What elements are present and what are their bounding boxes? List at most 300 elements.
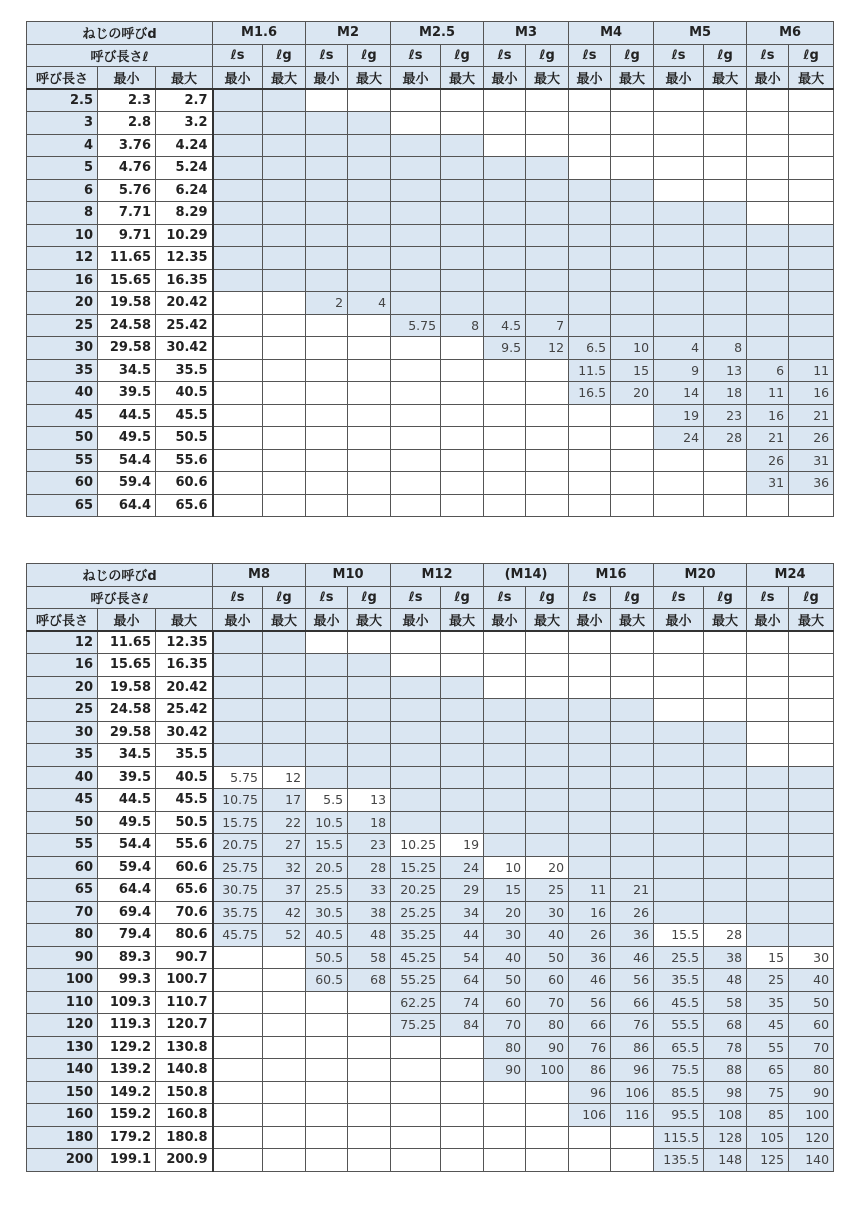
max-length-cell: 140.8 — [156, 1059, 213, 1082]
lg-value-cell — [526, 224, 569, 247]
min-header: 最小 — [484, 609, 526, 632]
lg-value-cell — [263, 676, 306, 699]
ls-value-cell — [306, 337, 348, 360]
lg-value-cell — [263, 382, 306, 405]
ls-value-cell — [213, 404, 263, 427]
ls-value-cell — [654, 766, 704, 789]
ls-value-cell — [484, 721, 526, 744]
ls-value-cell — [654, 202, 704, 225]
table-row — [27, 901, 834, 924]
ls-value-cell — [484, 179, 526, 202]
size-header: (M14) — [484, 564, 569, 587]
table-row — [27, 247, 834, 270]
ls-value-cell — [391, 766, 441, 789]
lg-value-cell — [611, 224, 654, 247]
lg-value-cell — [611, 449, 654, 472]
lg-value-cell — [263, 654, 306, 677]
ls-value-cell — [654, 292, 704, 315]
ls-value-cell: 75 — [747, 1081, 789, 1104]
lg-value-cell: 36 — [611, 924, 654, 947]
nominal-length-cell: 150 — [27, 1081, 98, 1104]
nominal-length-col-header: 呼び長さ — [27, 67, 98, 90]
ls-value-cell — [484, 404, 526, 427]
ls-value-cell — [213, 699, 263, 722]
ls-value-cell — [654, 449, 704, 472]
lg-value-cell — [789, 699, 834, 722]
max-length-cell: 16.35 — [156, 654, 213, 677]
ls-value-cell — [391, 157, 441, 180]
ls-value-cell: 35.75 — [213, 901, 263, 924]
ls-value-cell — [391, 789, 441, 812]
lg-header: ℓg — [704, 586, 747, 609]
lg-value-cell — [263, 744, 306, 767]
lg-value-cell — [348, 247, 391, 270]
ls-value-cell — [484, 292, 526, 315]
ls-value-cell — [391, 699, 441, 722]
ls-value-cell — [484, 834, 526, 857]
max-length-cell: 40.5 — [156, 382, 213, 405]
ls-value-cell — [654, 721, 704, 744]
lg-value-cell: 54 — [441, 946, 484, 969]
lg-value-cell — [526, 834, 569, 857]
lg-value-cell — [263, 179, 306, 202]
lg-value-cell: 60 — [526, 969, 569, 992]
min-header: 最小 — [747, 609, 789, 632]
ls-value-cell: 5.5 — [306, 789, 348, 812]
max-length-cell: 65.6 — [156, 494, 213, 517]
lg-value-cell — [441, 449, 484, 472]
lg-value-cell: 8 — [441, 314, 484, 337]
lg-value-cell — [704, 856, 747, 879]
ls-value-cell — [569, 449, 611, 472]
lg-value-cell — [526, 89, 569, 112]
lg-value-cell: 36 — [789, 472, 834, 495]
ls-header: ℓs — [569, 586, 611, 609]
ls-value-cell — [213, 359, 263, 382]
ls-value-cell: 125 — [747, 1149, 789, 1172]
nominal-length-cell: 200 — [27, 1149, 98, 1172]
ls-value-cell: 15 — [484, 879, 526, 902]
max-header: 最大 — [704, 609, 747, 632]
lg-value-cell — [348, 202, 391, 225]
ls-value-cell — [569, 631, 611, 654]
lg-value-cell — [441, 699, 484, 722]
lg-value-cell — [704, 112, 747, 135]
min-length-cell: 24.58 — [98, 699, 156, 722]
ls-value-cell — [654, 789, 704, 812]
ls-value-cell: 30.75 — [213, 879, 263, 902]
ls-value-cell — [391, 382, 441, 405]
lg-value-cell — [789, 179, 834, 202]
nominal-length-cell: 5 — [27, 157, 98, 180]
nominal-length-cell: 180 — [27, 1126, 98, 1149]
lg-value-cell — [704, 766, 747, 789]
lg-value-cell — [263, 224, 306, 247]
lg-value-cell — [611, 766, 654, 789]
ls-value-cell: 65 — [747, 1059, 789, 1082]
ls-value-cell — [747, 269, 789, 292]
lg-value-cell — [441, 1126, 484, 1149]
ls-value-cell — [213, 744, 263, 767]
lg-value-cell: 17 — [263, 789, 306, 812]
ls-value-cell — [391, 247, 441, 270]
ls-value-cell — [484, 359, 526, 382]
lg-value-cell: 60 — [789, 1014, 834, 1037]
lg-value-cell — [441, 224, 484, 247]
lg-value-cell — [348, 157, 391, 180]
ls-header: ℓs — [747, 586, 789, 609]
max-length-cell: 30.42 — [156, 721, 213, 744]
ls-value-cell — [213, 112, 263, 135]
max-col-header: 最大 — [156, 67, 213, 90]
min-header: 最小 — [306, 609, 348, 632]
lg-value-cell — [441, 811, 484, 834]
ls-value-cell — [654, 89, 704, 112]
ls-value-cell — [213, 494, 263, 517]
ls-value-cell — [569, 654, 611, 677]
lg-value-cell — [611, 292, 654, 315]
ls-value-cell — [569, 811, 611, 834]
ls-value-cell — [484, 224, 526, 247]
ls-value-cell: 45 — [747, 1014, 789, 1037]
nominal-length-label: 呼び長さℓ — [27, 44, 213, 67]
ls-value-cell — [484, 676, 526, 699]
lg-value-cell: 26 — [611, 901, 654, 924]
lg-value-cell — [526, 157, 569, 180]
ls-value-cell: 60 — [484, 991, 526, 1014]
min-length-cell: 29.58 — [98, 721, 156, 744]
min-length-cell: 49.5 — [98, 811, 156, 834]
lg-value-cell: 50 — [789, 991, 834, 1014]
lg-value-cell: 78 — [704, 1036, 747, 1059]
min-length-cell: 69.4 — [98, 901, 156, 924]
lg-value-cell: 64 — [441, 969, 484, 992]
lg-value-cell — [348, 1059, 391, 1082]
ls-value-cell — [306, 1149, 348, 1172]
ls-value-cell — [306, 179, 348, 202]
max-length-cell: 90.7 — [156, 946, 213, 969]
max-length-cell: 65.6 — [156, 879, 213, 902]
ls-value-cell: 30.5 — [306, 901, 348, 924]
lg-value-cell — [611, 631, 654, 654]
table-row — [27, 834, 834, 857]
max-length-cell: 55.6 — [156, 834, 213, 857]
table-row — [27, 1014, 834, 1037]
lg-value-cell: 11 — [789, 359, 834, 382]
lg-value-cell: 70 — [526, 991, 569, 1014]
lg-value-cell — [789, 721, 834, 744]
ls-header: ℓs — [306, 44, 348, 67]
ls-value-cell: 26 — [569, 924, 611, 947]
lg-value-cell — [611, 699, 654, 722]
lg-value-cell — [441, 359, 484, 382]
max-length-cell: 3.2 — [156, 112, 213, 135]
lg-value-cell — [263, 1036, 306, 1059]
ls-value-cell — [391, 1104, 441, 1127]
lg-value-cell — [611, 654, 654, 677]
lg-value-cell — [263, 1149, 306, 1172]
lg-value-cell — [611, 202, 654, 225]
ls-value-cell — [569, 676, 611, 699]
lg-value-cell — [348, 1036, 391, 1059]
lg-value-cell — [263, 157, 306, 180]
ls-value-cell — [569, 494, 611, 517]
table-row — [27, 676, 834, 699]
lg-value-cell — [441, 157, 484, 180]
size-header: M5 — [654, 22, 747, 45]
ls-value-cell — [569, 1126, 611, 1149]
lg-value-cell — [441, 269, 484, 292]
nominal-length-cell: 6 — [27, 179, 98, 202]
nominal-length-cell: 30 — [27, 337, 98, 360]
ls-value-cell: 50 — [484, 969, 526, 992]
ls-value-cell — [747, 766, 789, 789]
ls-value-cell: 4 — [654, 337, 704, 360]
table-row — [27, 856, 834, 879]
ls-value-cell — [484, 1081, 526, 1104]
lg-value-cell — [704, 811, 747, 834]
min-length-cell: 15.65 — [98, 654, 156, 677]
table-row — [27, 1126, 834, 1149]
ls-header: ℓs — [654, 586, 704, 609]
max-header: 最大 — [526, 67, 569, 90]
lg-value-cell — [526, 404, 569, 427]
ls-value-cell — [747, 179, 789, 202]
ls-value-cell — [569, 134, 611, 157]
nominal-length-cell: 30 — [27, 721, 98, 744]
ls-value-cell — [213, 382, 263, 405]
size-header: M3 — [484, 22, 569, 45]
min-length-cell: 199.1 — [98, 1149, 156, 1172]
table-row — [27, 292, 834, 315]
ls-value-cell — [391, 89, 441, 112]
nominal-length-col-header: 呼び長さ — [27, 609, 98, 632]
lg-value-cell — [704, 901, 747, 924]
ls-value-cell — [306, 427, 348, 450]
table-row — [27, 472, 834, 495]
lg-value-cell: 13 — [704, 359, 747, 382]
ls-value-cell — [391, 631, 441, 654]
lg-value-cell — [704, 879, 747, 902]
lg-value-cell — [263, 1126, 306, 1149]
ls-value-cell — [306, 89, 348, 112]
lg-value-cell: 46 — [611, 946, 654, 969]
min-length-cell: 79.4 — [98, 924, 156, 947]
ls-value-cell — [747, 314, 789, 337]
max-length-cell: 10.29 — [156, 224, 213, 247]
lg-value-cell — [526, 134, 569, 157]
min-length-cell: 109.3 — [98, 991, 156, 1014]
min-length-cell: 11.65 — [98, 631, 156, 654]
lg-value-cell — [348, 472, 391, 495]
ls-value-cell — [391, 224, 441, 247]
ls-value-cell — [484, 157, 526, 180]
ls-value-cell: 26 — [747, 449, 789, 472]
nominal-length-cell: 110 — [27, 991, 98, 1014]
ls-value-cell: 76 — [569, 1036, 611, 1059]
lg-value-cell — [704, 179, 747, 202]
min-length-cell: 99.3 — [98, 969, 156, 992]
lg-value-cell — [526, 676, 569, 699]
lg-value-cell — [611, 494, 654, 517]
ls-value-cell: 45.75 — [213, 924, 263, 947]
lg-value-cell — [611, 856, 654, 879]
lg-value-cell: 106 — [611, 1081, 654, 1104]
lg-value-cell — [704, 654, 747, 677]
table-row — [27, 89, 834, 112]
nominal-length-cell: 25 — [27, 699, 98, 722]
nominal-length-cell: 10 — [27, 224, 98, 247]
max-header: 最大 — [789, 67, 834, 90]
ls-value-cell: 10 — [484, 856, 526, 879]
lg-value-cell — [789, 676, 834, 699]
ls-value-cell: 62.25 — [391, 991, 441, 1014]
ls-value-cell — [654, 744, 704, 767]
min-length-cell: 159.2 — [98, 1104, 156, 1127]
ls-value-cell: 15.5 — [306, 834, 348, 857]
ls-value-cell: 21 — [747, 427, 789, 450]
ls-value-cell: 11.5 — [569, 359, 611, 382]
table-row — [27, 337, 834, 360]
lg-value-cell: 7 — [526, 314, 569, 337]
lg-value-cell — [789, 789, 834, 812]
lg-value-cell — [611, 112, 654, 135]
ls-value-cell — [306, 1104, 348, 1127]
lg-value-cell: 34 — [441, 901, 484, 924]
min-length-cell: 49.5 — [98, 427, 156, 450]
ls-value-cell — [306, 991, 348, 1014]
table-row — [27, 269, 834, 292]
ls-value-cell — [213, 654, 263, 677]
max-length-cell: 35.5 — [156, 359, 213, 382]
min-length-cell: 149.2 — [98, 1081, 156, 1104]
ls-value-cell: 10.75 — [213, 789, 263, 812]
lg-value-cell: 50 — [526, 946, 569, 969]
lg-value-cell: 86 — [611, 1036, 654, 1059]
table-row — [27, 404, 834, 427]
lg-value-cell — [348, 1126, 391, 1149]
size-header: M2 — [306, 22, 391, 45]
ls-header: ℓs — [391, 586, 441, 609]
size-header: M16 — [569, 564, 654, 587]
lg-value-cell: 20 — [526, 856, 569, 879]
max-length-cell: 55.6 — [156, 449, 213, 472]
lg-value-cell — [263, 991, 306, 1014]
table-row — [27, 1104, 834, 1127]
lg-value-cell — [348, 1104, 391, 1127]
min-length-cell: 4.76 — [98, 157, 156, 180]
min-length-cell: 139.2 — [98, 1059, 156, 1082]
nominal-length-cell: 80 — [27, 924, 98, 947]
lg-value-cell — [704, 89, 747, 112]
table-row — [27, 721, 834, 744]
nominal-length-cell: 140 — [27, 1059, 98, 1082]
lg-value-cell — [441, 766, 484, 789]
min-length-cell: 2.3 — [98, 89, 156, 112]
nominal-length-cell: 3 — [27, 112, 98, 135]
max-length-cell: 50.5 — [156, 811, 213, 834]
ls-value-cell: 14 — [654, 382, 704, 405]
lg-value-cell — [263, 472, 306, 495]
lg-value-cell — [704, 247, 747, 270]
lg-value-cell — [441, 292, 484, 315]
lg-value-cell — [526, 112, 569, 135]
lg-value-cell — [348, 112, 391, 135]
size-header: M4 — [569, 22, 654, 45]
lg-header: ℓg — [704, 44, 747, 67]
min-length-cell: 59.4 — [98, 472, 156, 495]
max-length-cell: 150.8 — [156, 1081, 213, 1104]
nominal-length-cell: 12 — [27, 247, 98, 270]
max-length-cell: 100.7 — [156, 969, 213, 992]
lg-value-cell: 80 — [526, 1014, 569, 1037]
lg-header: ℓg — [526, 586, 569, 609]
ls-value-cell: 16.5 — [569, 382, 611, 405]
lg-value-cell: 70 — [789, 1036, 834, 1059]
max-length-cell: 5.24 — [156, 157, 213, 180]
min-length-cell: 9.71 — [98, 224, 156, 247]
ls-value-cell: 56 — [569, 991, 611, 1014]
ls-value-cell: 9 — [654, 359, 704, 382]
ls-value-cell — [747, 337, 789, 360]
lg-value-cell: 12 — [526, 337, 569, 360]
lg-value-cell: 10 — [611, 337, 654, 360]
lg-value-cell: 40 — [526, 924, 569, 947]
min-length-cell: 34.5 — [98, 744, 156, 767]
nominal-length-cell: 16 — [27, 654, 98, 677]
ls-value-cell — [747, 494, 789, 517]
ls-value-cell — [306, 721, 348, 744]
ls-value-cell — [747, 89, 789, 112]
header-row-ls-lg — [27, 586, 834, 609]
min-header: 最小 — [569, 67, 611, 90]
ls-value-cell — [569, 179, 611, 202]
lg-value-cell — [441, 676, 484, 699]
ls-value-cell: 20 — [484, 901, 526, 924]
ls-value-cell — [213, 269, 263, 292]
lg-header: ℓg — [348, 586, 391, 609]
ls-value-cell — [569, 789, 611, 812]
ls-value-cell — [569, 472, 611, 495]
lg-value-cell — [441, 89, 484, 112]
lg-value-cell — [611, 834, 654, 857]
table-row — [27, 631, 834, 654]
lg-value-cell — [526, 1104, 569, 1127]
lg-value-cell — [704, 676, 747, 699]
nominal-length-cell: 40 — [27, 382, 98, 405]
ls-header: ℓs — [306, 586, 348, 609]
lg-header: ℓg — [611, 44, 654, 67]
lg-value-cell — [611, 811, 654, 834]
ls-value-cell — [569, 112, 611, 135]
ls-value-cell — [747, 654, 789, 677]
ls-value-cell — [213, 1126, 263, 1149]
ls-value-cell: 2 — [306, 292, 348, 315]
header-row-min-max — [27, 67, 834, 90]
table-row — [27, 1036, 834, 1059]
table-row — [27, 699, 834, 722]
lg-value-cell — [348, 494, 391, 517]
ls-value-cell — [747, 676, 789, 699]
header-row-thread-size — [27, 564, 834, 587]
ls-value-cell: 65.5 — [654, 1036, 704, 1059]
lg-value-cell — [611, 472, 654, 495]
ls-value-cell — [213, 1149, 263, 1172]
lg-value-cell — [441, 427, 484, 450]
max-length-cell: 40.5 — [156, 766, 213, 789]
ls-value-cell: 25.25 — [391, 901, 441, 924]
ls-value-cell — [569, 721, 611, 744]
